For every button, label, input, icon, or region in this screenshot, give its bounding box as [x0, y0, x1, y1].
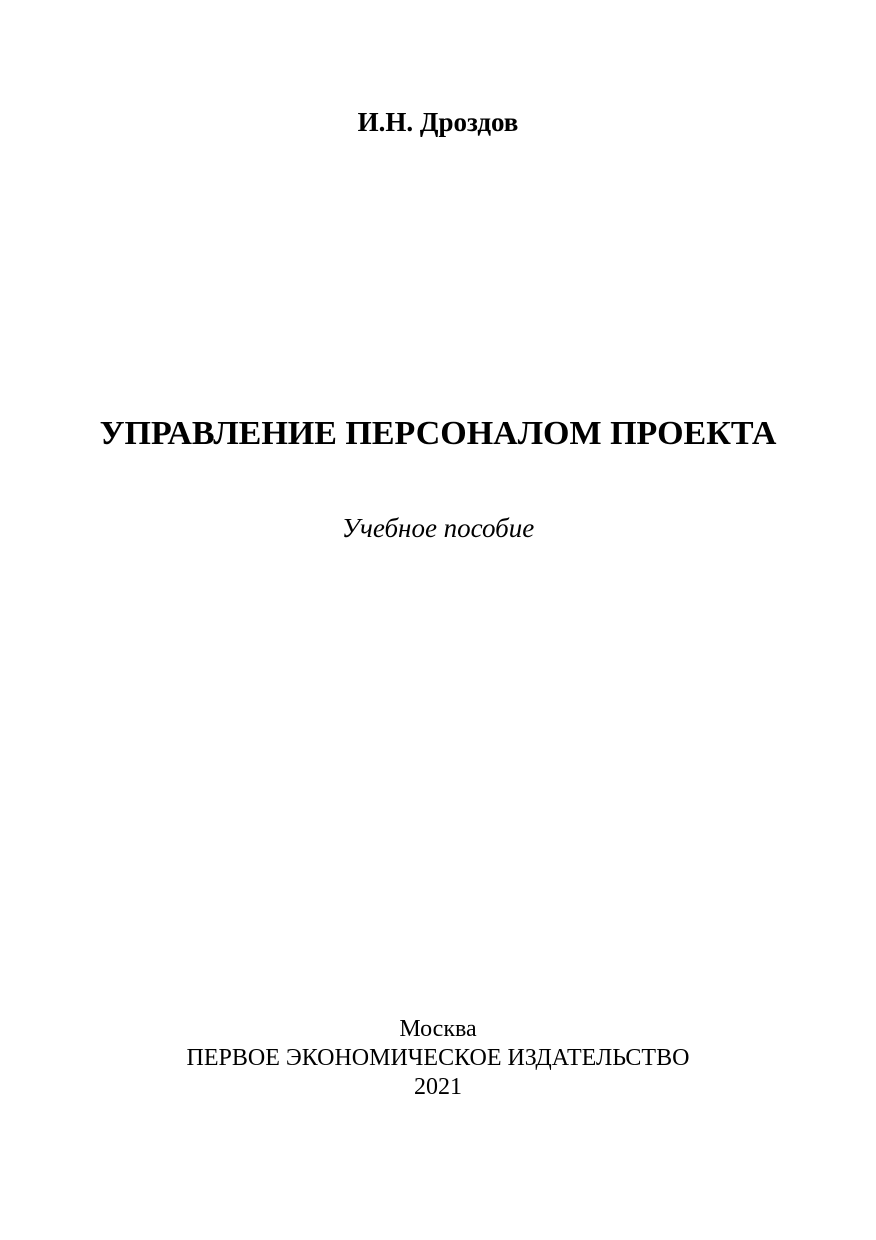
imprint-city: Москва: [399, 1016, 477, 1042]
imprint-block: [0, 1015, 876, 1102]
book-title: УПРАВЛЕНИЕ ПЕРСОНАЛОМ ПРОЕКТА: [99, 415, 777, 452]
author-name: И.Н. Дроздов: [357, 107, 519, 137]
imprint-publisher: ПЕРВОЕ ЭКОНОМИЧЕСКОЕ ИЗДАТЕЛЬСТВО: [186, 1045, 690, 1071]
imprint-year: 2021: [414, 1074, 462, 1100]
book-subtitle: Учебное пособие: [341, 513, 535, 543]
